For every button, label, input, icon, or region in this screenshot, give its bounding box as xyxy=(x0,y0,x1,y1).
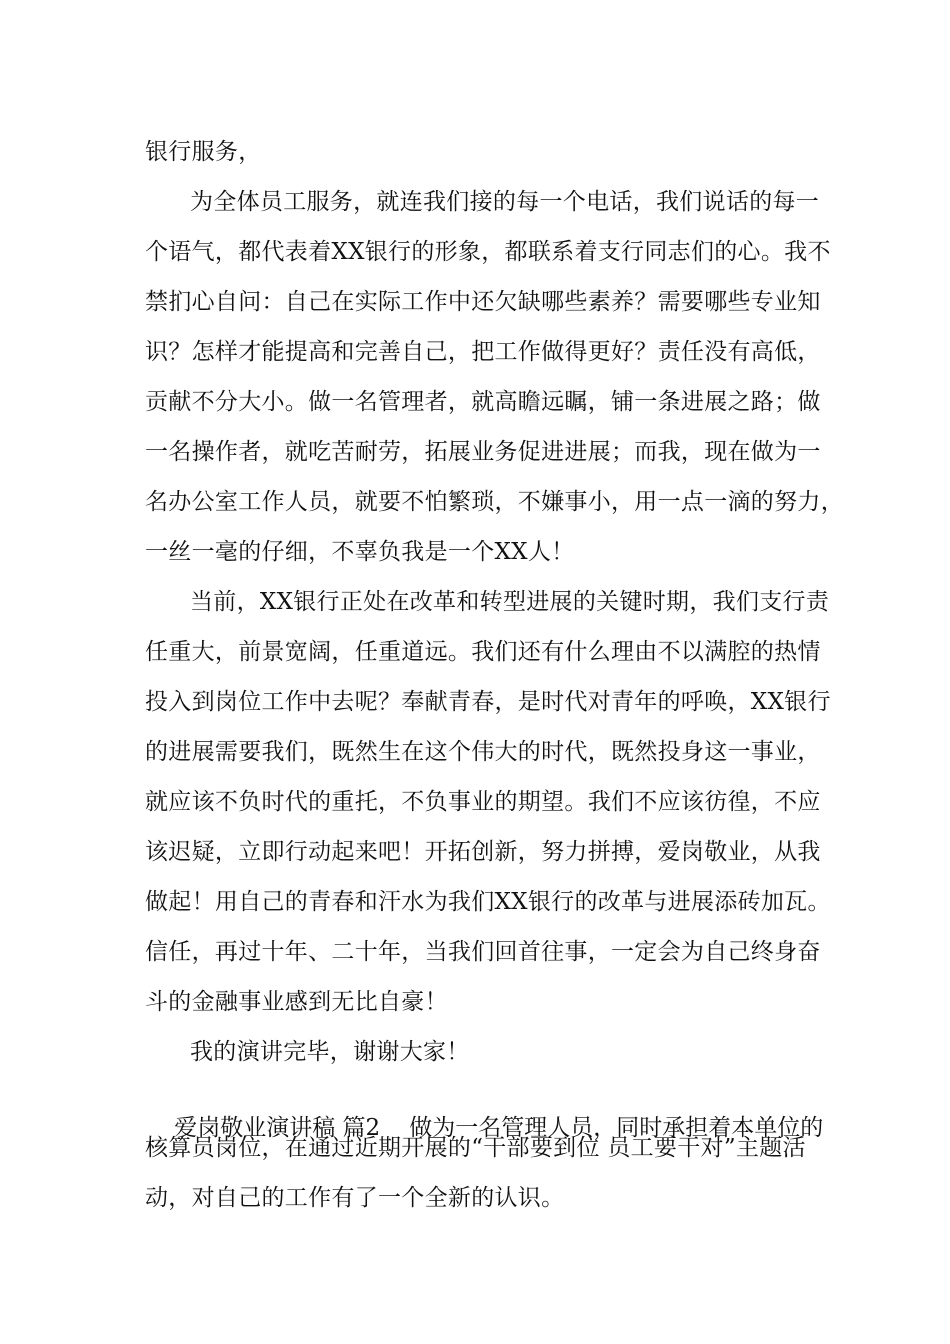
text-line: 一名操作者，就吃苦耐劳，拓展业务促进进展；而我，现在做为一 xyxy=(145,439,821,465)
closing-line: 我的演讲完毕，谢谢大家！ xyxy=(190,1039,470,1065)
text-line: 名办公室工作人员，就要不怕繁琐，不嫌事小，用一点一滴的努力， xyxy=(145,489,844,515)
text-line: 贡献不分大小。做一名管理者，就高瞻远瞩，铺一条进展之路；做 xyxy=(145,389,821,415)
text-line: 禁扪心自问：自己在实际工作中还欠缺哪些素养？需要哪些专业知 xyxy=(145,289,821,315)
text-line: 就应该不负时代的重托，不负事业的期望。我们不应该彷徨，不应 xyxy=(145,789,821,815)
text-line: 识？怎样才能提高和完善自己，把工作做得更好？责任没有高低， xyxy=(145,339,821,365)
section-title: 爱岗敬业演讲稿 篇2 xyxy=(174,1115,381,1141)
text-line: 投入到岗位工作中去呢？奉献青春，是时代对青年的呼唤，XX银行 xyxy=(145,689,831,715)
text-line: 任重大，前景宽阔，任重道远。我们还有什么理由不以满腔的热情 xyxy=(145,639,821,665)
text-line: 信任，再过十年、二十年，当我们回首往事，一定会为自己终身奋 xyxy=(145,939,821,965)
text-line: 做起！用自己的青春和汗水为我们XX银行的改革与进展添砖加瓦。 xyxy=(145,889,831,915)
paragraph-start-line: 当前，XX银行正处在改革和转型进展的关键时期，我们支行责 xyxy=(190,589,830,615)
text-line: 银行服务， xyxy=(145,139,262,165)
text-line: 该迟疑，立即行动起来吧！开拓创新，努力拼搏，爱岗敬业，从我 xyxy=(145,839,821,865)
text-line: 核算员岗位，在通过近期开展的“干部要到位 员工要干对”主题活 xyxy=(145,1135,806,1161)
text-line: 斗的金融事业感到无比自豪！ xyxy=(145,989,448,1015)
paragraph-start-line: 为全体员工服务，就连我们接的每一个电话，我们说话的每一 xyxy=(190,189,820,215)
text-line: 个语气，都代表着XX银行的形象，都联系着支行同志们的心。我不 xyxy=(145,239,831,265)
section-first-text: 做为一名管理人员，同时承担着本单位的 xyxy=(409,1115,824,1141)
text-line: 动，对自己的工作有了一个全新的认识。 xyxy=(145,1185,565,1211)
text-line: 一丝一毫的仔细，不辜负我是一个XX人！ xyxy=(145,539,575,565)
text-line: 的进展需要我们，既然生在这个伟大的时代，既然投身这一事业， xyxy=(145,739,821,765)
